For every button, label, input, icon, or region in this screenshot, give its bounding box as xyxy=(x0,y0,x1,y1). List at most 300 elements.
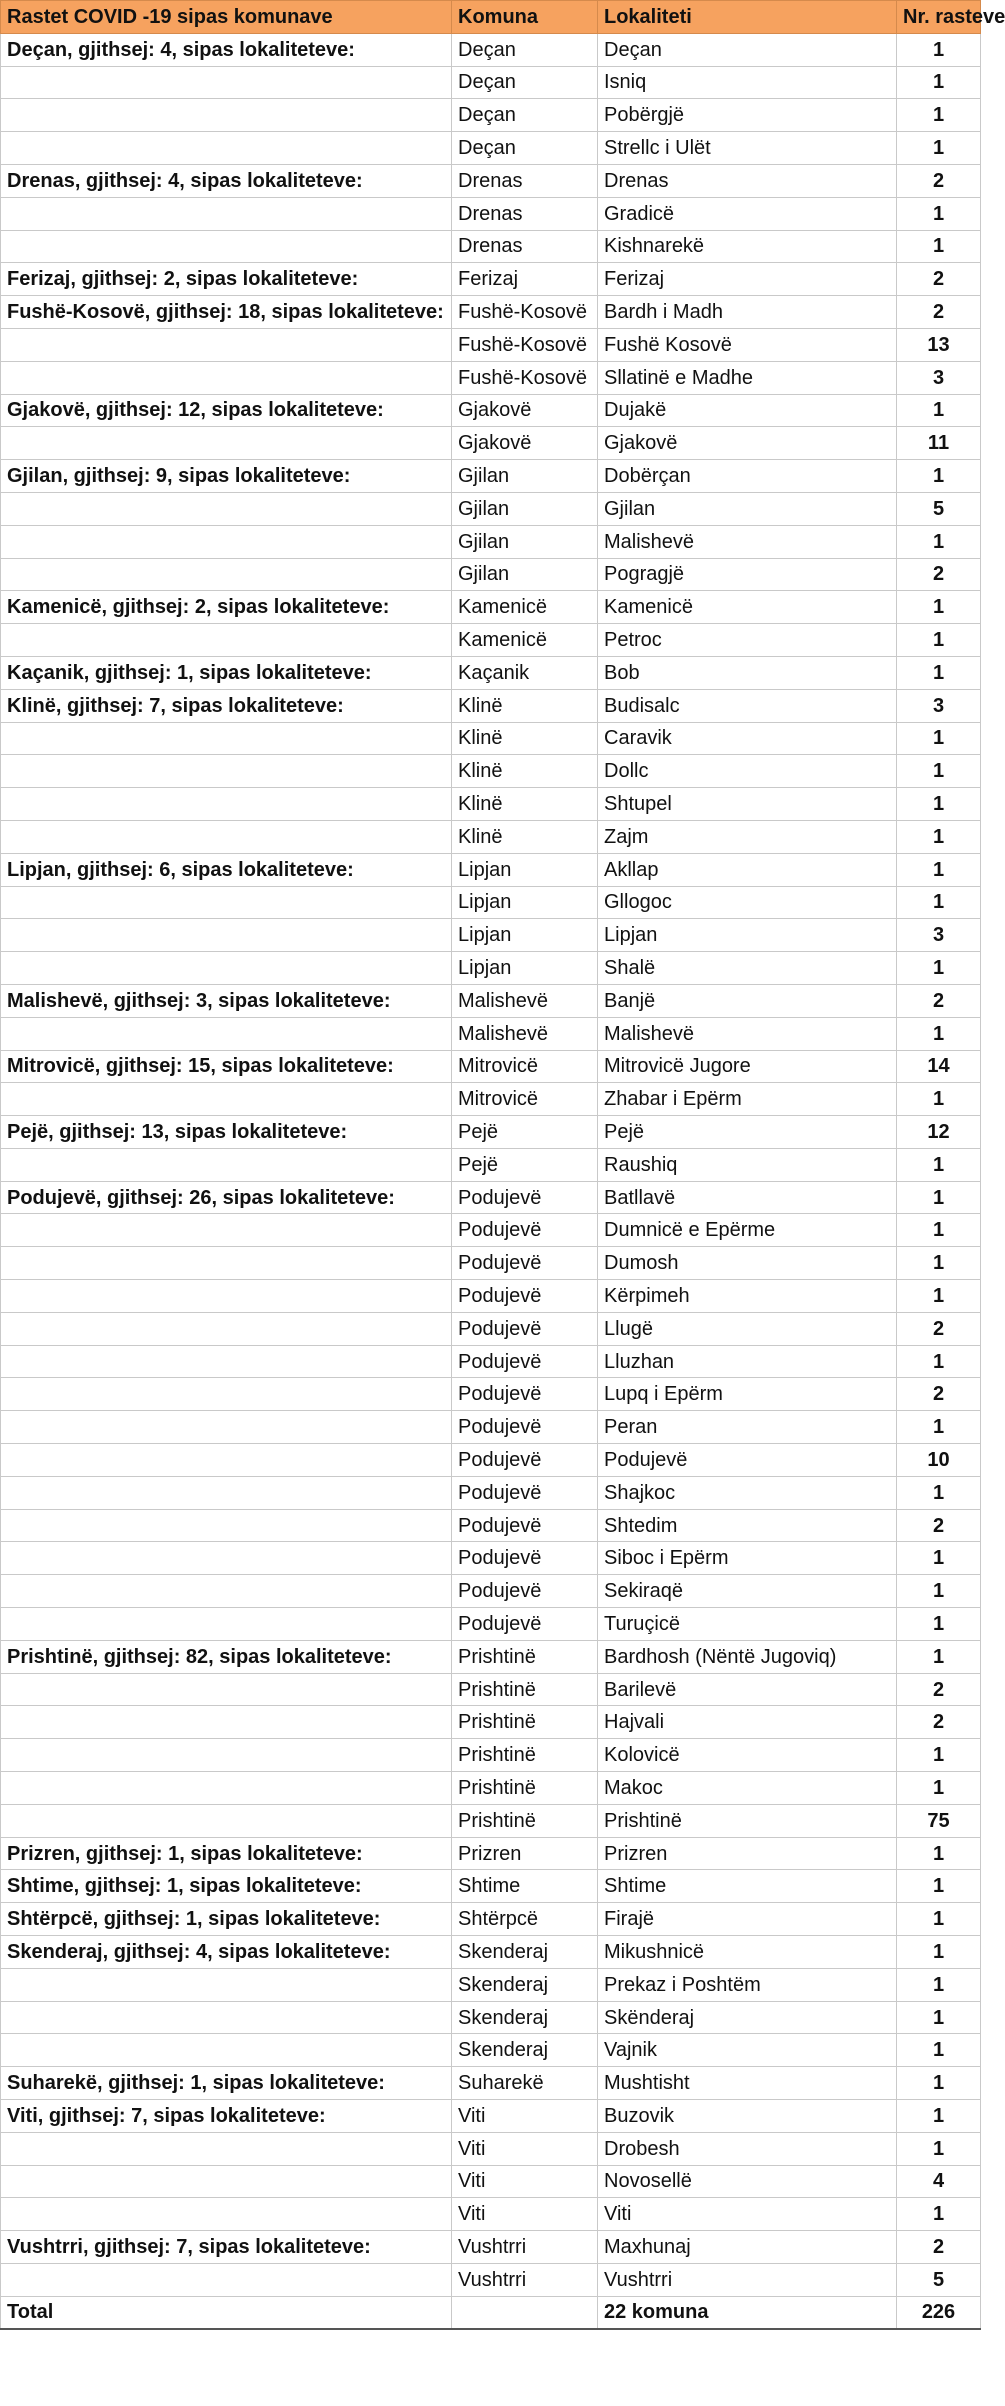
municipality-summary-cell: Klinë, gjithsej: 7, sipas lokaliteteve: xyxy=(1,689,452,722)
table-row xyxy=(1,2132,981,2165)
lokaliteti-cell: Lipjan xyxy=(598,919,897,952)
lokaliteti-cell: Firajë xyxy=(598,1903,897,1936)
municipality-summary-cell xyxy=(1,1772,452,1805)
lokaliteti-cell: Prizren xyxy=(598,1837,897,1870)
case-count-cell: 12 xyxy=(897,1116,981,1149)
table-row xyxy=(1,296,981,329)
municipality-summary-cell xyxy=(1,1706,452,1739)
municipality-summary-cell xyxy=(1,1378,452,1411)
municipality-summary-cell xyxy=(1,2198,452,2231)
table-row xyxy=(1,853,981,886)
komuna-cell: Vushtrri xyxy=(452,2231,598,2264)
case-count-cell: 1 xyxy=(897,66,981,99)
komuna-cell: Klinë xyxy=(452,820,598,853)
lokaliteti-cell: Drenas xyxy=(598,164,897,197)
lokaliteti-cell: Lupq i Epërm xyxy=(598,1378,897,1411)
total-komuna xyxy=(452,2296,598,2329)
lokaliteti-cell: Drobesh xyxy=(598,2132,897,2165)
table-row xyxy=(1,2198,981,2231)
komuna-cell: Shtime xyxy=(452,1870,598,1903)
lokaliteti-cell: Banjë xyxy=(598,984,897,1017)
case-count-cell: 4 xyxy=(897,2165,981,2198)
table-row xyxy=(1,164,981,197)
case-count-cell: 3 xyxy=(897,919,981,952)
municipality-summary-cell xyxy=(1,230,452,263)
lokaliteti-cell: Sllatinë e Madhe xyxy=(598,361,897,394)
komuna-cell: Ferizaj xyxy=(452,263,598,296)
komuna-cell: Fushë-Kosovë xyxy=(452,328,598,361)
komuna-cell: Podujevë xyxy=(452,1476,598,1509)
case-count-cell: 2 xyxy=(897,296,981,329)
municipality-summary-cell xyxy=(1,2001,452,2034)
lokaliteti-cell: Bardhosh (Nëntë Jugoviq) xyxy=(598,1640,897,1673)
lokaliteti-cell: Ferizaj xyxy=(598,263,897,296)
municipality-summary-cell xyxy=(1,361,452,394)
municipality-summary-cell xyxy=(1,1312,452,1345)
table-row xyxy=(1,1640,981,1673)
municipality-summary-cell: Kaçanik, gjithsej: 1, sipas lokaliteteve: xyxy=(1,656,452,689)
komuna-cell: Gjilan xyxy=(452,525,598,558)
case-count-cell: 1 xyxy=(897,394,981,427)
municipality-summary-cell: Gjakovë, gjithsej: 12, sipas lokaliteteve: xyxy=(1,394,452,427)
table-row xyxy=(1,624,981,657)
lokaliteti-cell: Mushtisht xyxy=(598,2067,897,2100)
case-count-cell: 1 xyxy=(897,1083,981,1116)
lokaliteti-cell: Turuçicë xyxy=(598,1608,897,1641)
komuna-cell: Prizren xyxy=(452,1837,598,1870)
table-row xyxy=(1,1181,981,1214)
komuna-cell: Skenderaj xyxy=(452,1968,598,2001)
table-row xyxy=(1,2263,981,2296)
header-row xyxy=(1,1,981,34)
table-row xyxy=(1,1444,981,1477)
municipality-summary-cell xyxy=(1,919,452,952)
table-row xyxy=(1,33,981,66)
municipality-summary-cell: Lipjan, gjithsej: 6, sipas lokaliteteve: xyxy=(1,853,452,886)
table-row xyxy=(1,1772,981,1805)
lokaliteti-cell: Gllogoc xyxy=(598,886,897,919)
case-count-cell: 1 xyxy=(897,1280,981,1313)
table-row xyxy=(1,1739,981,1772)
komuna-cell: Podujevë xyxy=(452,1608,598,1641)
lokaliteti-cell: Mitrovicë Jugore xyxy=(598,1050,897,1083)
lokaliteti-cell: Bob xyxy=(598,656,897,689)
table-row xyxy=(1,1903,981,1936)
lokaliteti-cell: Kolovicë xyxy=(598,1739,897,1772)
komuna-cell: Kaçanik xyxy=(452,656,598,689)
municipality-summary-cell xyxy=(1,197,452,230)
municipality-summary-cell: Prishtinë, gjithsej: 82, sipas lokaliteteve: xyxy=(1,1640,452,1673)
case-count-cell: 1 xyxy=(897,722,981,755)
table-row xyxy=(1,263,981,296)
case-count-cell: 1 xyxy=(897,1017,981,1050)
komuna-cell: Fushë-Kosovë xyxy=(452,296,598,329)
municipality-summary-cell: Gjilan, gjithsej: 9, sipas lokaliteteve: xyxy=(1,460,452,493)
komuna-cell: Fushë-Kosovë xyxy=(452,361,598,394)
table-row xyxy=(1,689,981,722)
municipality-summary-cell xyxy=(1,1509,452,1542)
municipality-summary-cell xyxy=(1,1739,452,1772)
case-count-cell: 2 xyxy=(897,164,981,197)
table-row xyxy=(1,1608,981,1641)
table-row xyxy=(1,1050,981,1083)
case-count-cell: 3 xyxy=(897,689,981,722)
municipality-summary-cell: Pejë, gjithsej: 13, sipas lokaliteteve: xyxy=(1,1116,452,1149)
municipality-summary-cell xyxy=(1,1608,452,1641)
komuna-cell: Podujevë xyxy=(452,1214,598,1247)
table-row xyxy=(1,1870,981,1903)
lokaliteti-cell: Pogragjë xyxy=(598,558,897,591)
lokaliteti-cell: Pobërgjë xyxy=(598,99,897,132)
table-row xyxy=(1,722,981,755)
lokaliteti-cell: Siboc i Epërm xyxy=(598,1542,897,1575)
case-count-cell: 2 xyxy=(897,1673,981,1706)
table-row xyxy=(1,952,981,985)
case-count-cell: 2 xyxy=(897,984,981,1017)
lokaliteti-cell: Akllap xyxy=(598,853,897,886)
table-row xyxy=(1,591,981,624)
header-komuna: Komuna xyxy=(452,1,598,34)
case-count-cell: 1 xyxy=(897,656,981,689)
komuna-cell: Malishevë xyxy=(452,984,598,1017)
case-count-cell: 1 xyxy=(897,1542,981,1575)
komuna-cell: Gjilan xyxy=(452,460,598,493)
lokaliteti-cell: Malishevë xyxy=(598,525,897,558)
komuna-cell: Prishtinë xyxy=(452,1640,598,1673)
komuna-cell: Klinë xyxy=(452,689,598,722)
case-count-cell: 1 xyxy=(897,1345,981,1378)
komuna-cell: Podujevë xyxy=(452,1312,598,1345)
municipality-summary-cell: Fushë-Kosovë, gjithsej: 18, sipas lokaliteteve: xyxy=(1,296,452,329)
municipality-summary-cell xyxy=(1,1148,452,1181)
municipality-summary-cell xyxy=(1,2034,452,2067)
municipality-summary-cell: Shtërpcë, gjithsej: 1, sipas lokaliteteve: xyxy=(1,1903,452,1936)
komuna-cell: Kamenicë xyxy=(452,591,598,624)
case-count-cell: 1 xyxy=(897,952,981,985)
table-row xyxy=(1,1148,981,1181)
komuna-cell: Lipjan xyxy=(452,853,598,886)
komuna-cell: Gjakovë xyxy=(452,394,598,427)
lokaliteti-cell: Kamenicë xyxy=(598,591,897,624)
municipality-summary-cell xyxy=(1,132,452,165)
table-row xyxy=(1,1247,981,1280)
komuna-cell: Drenas xyxy=(452,230,598,263)
komuna-cell: Prishtinë xyxy=(452,1772,598,1805)
table-row xyxy=(1,427,981,460)
case-count-cell: 1 xyxy=(897,1575,981,1608)
table-row xyxy=(1,656,981,689)
municipality-summary-cell: Prizren, gjithsej: 1, sipas lokaliteteve: xyxy=(1,1837,452,1870)
municipality-summary-cell: Malishevë, gjithsej: 3, sipas lokaliteteve: xyxy=(1,984,452,1017)
lokaliteti-cell: Podujevë xyxy=(598,1444,897,1477)
table-row xyxy=(1,984,981,1017)
lokaliteti-cell: Barilevë xyxy=(598,1673,897,1706)
table-row xyxy=(1,1083,981,1116)
komuna-cell: Gjilan xyxy=(452,492,598,525)
case-count-cell: 1 xyxy=(897,2132,981,2165)
lokaliteti-cell: Skënderaj xyxy=(598,2001,897,2034)
lokaliteti-cell: Gjilan xyxy=(598,492,897,525)
table-row xyxy=(1,2231,981,2264)
municipality-summary-cell xyxy=(1,1673,452,1706)
case-count-cell: 1 xyxy=(897,2067,981,2100)
case-count-cell: 5 xyxy=(897,2263,981,2296)
lokaliteti-cell: Shalë xyxy=(598,952,897,985)
total-municipality-count: 22 komuna xyxy=(598,2296,897,2329)
header-municipality-cases: Rastet COVID -19 sipas komunave xyxy=(1,1,452,34)
lokaliteti-cell: Deçan xyxy=(598,33,897,66)
municipality-summary-cell xyxy=(1,1345,452,1378)
table-row xyxy=(1,1837,981,1870)
municipality-summary-cell xyxy=(1,722,452,755)
municipality-summary-cell xyxy=(1,525,452,558)
municipality-summary-cell xyxy=(1,427,452,460)
lokaliteti-cell: Shajkoc xyxy=(598,1476,897,1509)
municipality-summary-cell xyxy=(1,820,452,853)
total-label: Total xyxy=(1,2296,452,2329)
case-count-cell: 1 xyxy=(897,2198,981,2231)
table-body xyxy=(1,33,981,2296)
komuna-cell: Deçan xyxy=(452,66,598,99)
komuna-cell: Viti xyxy=(452,2165,598,2198)
komuna-cell: Deçan xyxy=(452,33,598,66)
table-row xyxy=(1,99,981,132)
table-row xyxy=(1,1968,981,2001)
municipality-summary-cell xyxy=(1,952,452,985)
lokaliteti-cell: Sekiraqë xyxy=(598,1575,897,1608)
municipality-summary-cell xyxy=(1,1804,452,1837)
lokaliteti-cell: Dollc xyxy=(598,755,897,788)
municipality-summary-cell xyxy=(1,1214,452,1247)
lokaliteti-cell: Llugë xyxy=(598,1312,897,1345)
komuna-cell: Klinë xyxy=(452,755,598,788)
table-row xyxy=(1,1345,981,1378)
municipality-summary-cell xyxy=(1,2165,452,2198)
case-count-cell: 2 xyxy=(897,2231,981,2264)
lokaliteti-cell: Zajm xyxy=(598,820,897,853)
lokaliteti-cell: Dumosh xyxy=(598,1247,897,1280)
komuna-cell: Prishtinë xyxy=(452,1804,598,1837)
komuna-cell: Skenderaj xyxy=(452,1936,598,1969)
komuna-cell: Pejë xyxy=(452,1148,598,1181)
lokaliteti-cell: Batllavë xyxy=(598,1181,897,1214)
municipality-summary-cell xyxy=(1,2263,452,2296)
case-count-cell: 75 xyxy=(897,1804,981,1837)
case-count-cell: 1 xyxy=(897,1968,981,2001)
case-count-cell: 13 xyxy=(897,328,981,361)
municipality-summary-cell xyxy=(1,1247,452,1280)
komuna-cell: Lipjan xyxy=(452,919,598,952)
komuna-cell: Viti xyxy=(452,2132,598,2165)
header-case-count: Nr. rasteve xyxy=(897,1,981,34)
komuna-cell: Podujevë xyxy=(452,1411,598,1444)
lokaliteti-cell: Shtedim xyxy=(598,1509,897,1542)
case-count-cell: 1 xyxy=(897,1214,981,1247)
case-count-cell: 1 xyxy=(897,1247,981,1280)
case-count-cell: 2 xyxy=(897,1312,981,1345)
table-row xyxy=(1,394,981,427)
table-row xyxy=(1,132,981,165)
komuna-cell: Prishtinë xyxy=(452,1739,598,1772)
municipality-summary-cell: Drenas, gjithsej: 4, sipas lokaliteteve: xyxy=(1,164,452,197)
table-row xyxy=(1,197,981,230)
komuna-cell: Deçan xyxy=(452,99,598,132)
case-count-cell: 1 xyxy=(897,591,981,624)
case-count-cell: 1 xyxy=(897,820,981,853)
municipality-summary-cell xyxy=(1,755,452,788)
lokaliteti-cell: Raushiq xyxy=(598,1148,897,1181)
lokaliteti-cell: Maxhunaj xyxy=(598,2231,897,2264)
case-count-cell: 5 xyxy=(897,492,981,525)
table-row xyxy=(1,1214,981,1247)
lokaliteti-cell: Strellc i Ulët xyxy=(598,132,897,165)
komuna-cell: Viti xyxy=(452,2198,598,2231)
municipality-summary-cell xyxy=(1,1575,452,1608)
municipality-summary-cell: Ferizaj, gjithsej: 2, sipas lokaliteteve: xyxy=(1,263,452,296)
table-row xyxy=(1,1312,981,1345)
case-count-cell: 1 xyxy=(897,525,981,558)
komuna-cell: Suharekë xyxy=(452,2067,598,2100)
komuna-cell: Lipjan xyxy=(452,886,598,919)
table-row xyxy=(1,1542,981,1575)
case-count-cell: 1 xyxy=(897,460,981,493)
municipality-summary-cell xyxy=(1,99,452,132)
lokaliteti-cell: Peran xyxy=(598,1411,897,1444)
case-count-cell: 1 xyxy=(897,2001,981,2034)
lokaliteti-cell: Caravik xyxy=(598,722,897,755)
komuna-cell: Podujevë xyxy=(452,1181,598,1214)
table-row xyxy=(1,886,981,919)
komuna-cell: Skenderaj xyxy=(452,2001,598,2034)
municipality-summary-cell xyxy=(1,492,452,525)
case-count-cell: 1 xyxy=(897,33,981,66)
table-row xyxy=(1,361,981,394)
municipality-summary-cell: Suharekë, gjithsej: 1, sipas lokaliteteve: xyxy=(1,2067,452,2100)
case-count-cell: 2 xyxy=(897,1706,981,1739)
case-count-cell: 1 xyxy=(897,755,981,788)
case-count-cell: 2 xyxy=(897,263,981,296)
municipality-summary-cell xyxy=(1,886,452,919)
table-row xyxy=(1,755,981,788)
case-count-cell: 1 xyxy=(897,2100,981,2133)
komuna-cell: Kamenicë xyxy=(452,624,598,657)
table-row xyxy=(1,328,981,361)
komuna-cell: Pejë xyxy=(452,1116,598,1149)
table-row xyxy=(1,1936,981,1969)
lokaliteti-cell: Malishevë xyxy=(598,1017,897,1050)
lokaliteti-cell: Vajnik xyxy=(598,2034,897,2067)
case-count-cell: 3 xyxy=(897,361,981,394)
lokaliteti-cell: Bardh i Madh xyxy=(598,296,897,329)
case-count-cell: 1 xyxy=(897,132,981,165)
case-count-cell: 1 xyxy=(897,1148,981,1181)
case-count-cell: 1 xyxy=(897,1837,981,1870)
total-case-count: 226 xyxy=(897,2296,981,2329)
case-count-cell: 2 xyxy=(897,558,981,591)
table-row xyxy=(1,820,981,853)
komuna-cell: Podujevë xyxy=(452,1575,598,1608)
lokaliteti-cell: Gradicë xyxy=(598,197,897,230)
municipality-summary-cell: Deçan, gjithsej: 4, sipas lokaliteteve: xyxy=(1,33,452,66)
komuna-cell: Podujevë xyxy=(452,1345,598,1378)
municipality-summary-cell xyxy=(1,558,452,591)
komuna-cell: Viti xyxy=(452,2100,598,2133)
komuna-cell: Mitrovicë xyxy=(452,1050,598,1083)
case-count-cell: 1 xyxy=(897,1476,981,1509)
municipality-summary-cell xyxy=(1,328,452,361)
komuna-cell: Malishevë xyxy=(452,1017,598,1050)
case-count-cell: 1 xyxy=(897,624,981,657)
case-count-cell: 1 xyxy=(897,1411,981,1444)
table-row xyxy=(1,1575,981,1608)
lokaliteti-cell: Makoc xyxy=(598,1772,897,1805)
lokaliteti-cell: Mikushnicë xyxy=(598,1936,897,1969)
municipality-summary-cell: Skenderaj, gjithsej: 4, sipas lokaliteteve: xyxy=(1,1936,452,1969)
table-row xyxy=(1,2034,981,2067)
municipality-summary-cell xyxy=(1,1017,452,1050)
lokaliteti-cell: Budisalc xyxy=(598,689,897,722)
komuna-cell: Podujevë xyxy=(452,1444,598,1477)
table-row xyxy=(1,1673,981,1706)
lokaliteti-cell: Pejë xyxy=(598,1116,897,1149)
komuna-cell: Shtërpcë xyxy=(452,1903,598,1936)
table-row xyxy=(1,919,981,952)
lokaliteti-cell: Gjakovë xyxy=(598,427,897,460)
table-row xyxy=(1,1509,981,1542)
municipality-summary-cell: Shtime, gjithsej: 1, sipas lokaliteteve: xyxy=(1,1870,452,1903)
lokaliteti-cell: Dumnicë e Epërme xyxy=(598,1214,897,1247)
lokaliteti-cell: Viti xyxy=(598,2198,897,2231)
lokaliteti-cell: Vushtrri xyxy=(598,2263,897,2296)
table-row xyxy=(1,1280,981,1313)
municipality-summary-cell xyxy=(1,1542,452,1575)
municipality-summary-cell xyxy=(1,1476,452,1509)
komuna-cell: Deçan xyxy=(452,132,598,165)
table-row xyxy=(1,1411,981,1444)
case-count-cell: 1 xyxy=(897,1936,981,1969)
case-count-cell: 1 xyxy=(897,788,981,821)
lokaliteti-cell: Kishnarekë xyxy=(598,230,897,263)
komuna-cell: Podujevë xyxy=(452,1247,598,1280)
komuna-cell: Klinë xyxy=(452,788,598,821)
table-row xyxy=(1,1116,981,1149)
municipality-summary-cell: Viti, gjithsej: 7, sipas lokaliteteve: xyxy=(1,2100,452,2133)
case-count-cell: 2 xyxy=(897,1509,981,1542)
case-count-cell: 1 xyxy=(897,1903,981,1936)
komuna-cell: Skenderaj xyxy=(452,2034,598,2067)
table-row xyxy=(1,2165,981,2198)
table-row xyxy=(1,1017,981,1050)
municipality-summary-cell xyxy=(1,2132,452,2165)
case-count-cell: 1 xyxy=(897,230,981,263)
table-row xyxy=(1,2100,981,2133)
table-row xyxy=(1,2001,981,2034)
komuna-cell: Podujevë xyxy=(452,1280,598,1313)
komuna-cell: Podujevë xyxy=(452,1509,598,1542)
lokaliteti-cell: Kërpimeh xyxy=(598,1280,897,1313)
municipality-summary-cell xyxy=(1,1280,452,1313)
total-row xyxy=(1,2296,981,2329)
municipality-summary-cell xyxy=(1,624,452,657)
municipality-summary-cell xyxy=(1,1968,452,2001)
lokaliteti-cell: Buzovik xyxy=(598,2100,897,2133)
municipality-summary-cell: Vushtrri, gjithsej: 7, sipas lokaliteteve: xyxy=(1,2231,452,2264)
municipality-summary-cell xyxy=(1,1083,452,1116)
komuna-cell: Prishtinë xyxy=(452,1673,598,1706)
table-row xyxy=(1,1706,981,1739)
municipality-summary-cell xyxy=(1,1411,452,1444)
komuna-cell: Mitrovicë xyxy=(452,1083,598,1116)
